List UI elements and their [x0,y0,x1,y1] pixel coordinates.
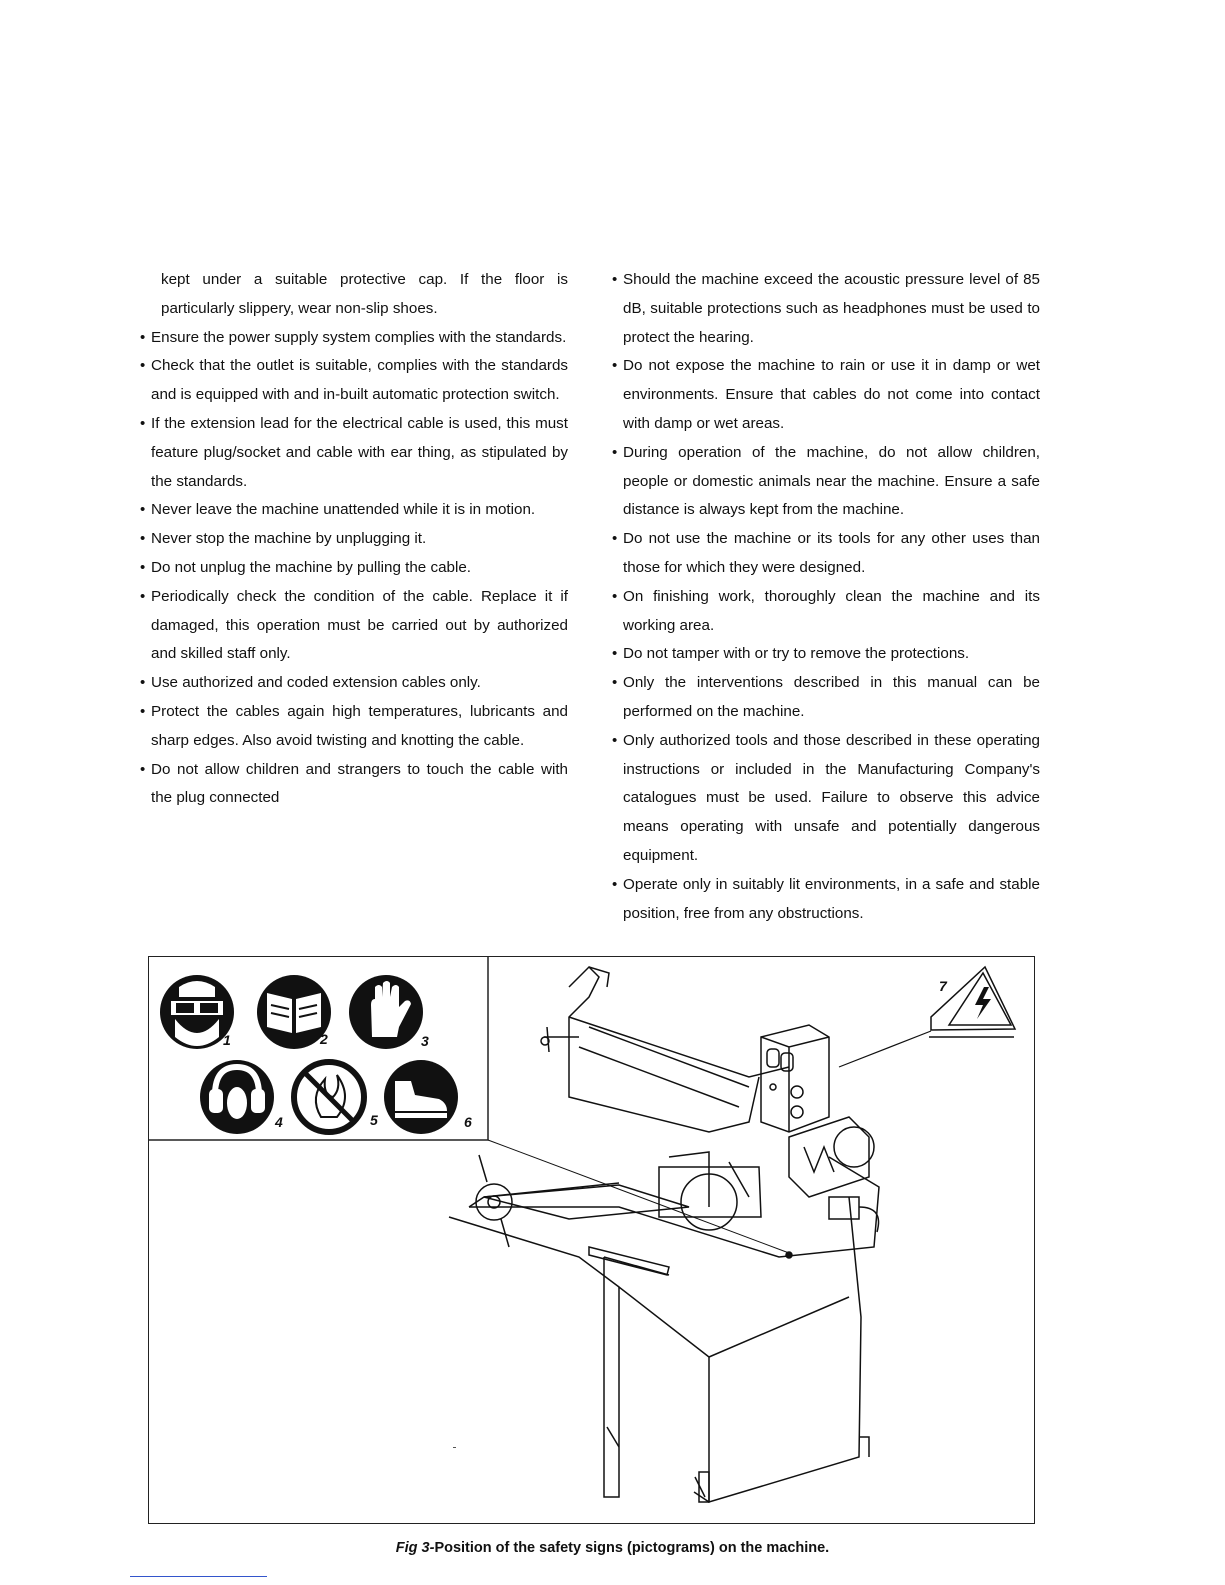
figure-caption [0,1540,1225,1556]
list-item: • Do not allow children and strangers to touch the cable with the plug connected [140,756,568,814]
bullet-icon: • [612,357,618,375]
bullet-icon: • [612,443,618,461]
band-saw-illustration [149,957,1034,1523]
footnote-separator [130,1576,267,1577]
ear-protection-icon [200,1060,274,1134]
list-item: • Ensure the power supply system complies with the standards. [140,324,568,353]
list-item: • During operation of the machine, do not allow children, people or domestic animals near the machine. Ensure a safe distance is always kept from the machine. [612,439,1040,525]
bullet-icon: • [612,875,618,893]
safety-signs-figure [148,956,1035,1524]
bullet-icon: • [612,587,618,605]
pictogram-number: 2 [320,1031,328,1047]
bullet-icon: • [140,530,146,548]
list-item: • Do not tamper with or try to remove the protections. [612,640,1040,669]
list-item: • Do not unplug the machine by pulling the cable. [140,554,568,583]
bullet-icon: • [140,328,146,346]
bullet-icon: • [140,587,146,605]
list-item: • If the extension lead for the electrical cable is used, this must feature plug/socket and cable with ear thing, as stipulated by the standards. [140,410,568,496]
bullet-icon: • [612,731,618,749]
caption-text: Position of the safety signs (pictograms) on the machine. [434,1540,830,1556]
stray-mark [453,1447,456,1448]
list-item: • Only authorized tools and those described in these operating instructions or included in the Manufacturing Company's catalogues must be used. Failure to observe this advice means operating with unsafe and potentially dangerous equipment. [612,727,1040,871]
bullet-icon: • [140,357,146,375]
pictogram-number: 7 [939,978,947,994]
bullet-icon: • [612,674,618,692]
list-item: • Use authorized and coded extension cables only. [140,669,568,698]
list-item: • Do not expose the machine to rain or use it in damp or wet environments. Ensure that cables do not come into contact with damp or wet areas. [612,352,1040,438]
pictogram-number: 4 [275,1114,283,1130]
bullet-icon: • [140,501,146,519]
safety-shoes-icon [384,1060,458,1134]
list-item: • Only the interventions described in this manual can be performed on the machine. [612,669,1040,727]
bullet-icon: • [140,558,146,576]
pictogram-number: 1 [223,1032,231,1048]
list-item: • Never stop the machine by unplugging it. [140,525,568,554]
list-item: • Never leave the machine unattended while it is in motion. [140,496,568,525]
bullet-icon: • [140,760,146,778]
electrical-hazard-icon [839,967,1015,1067]
bullet-icon: • [612,645,618,663]
bullet-icon: • [140,414,146,432]
list-item: • Periodically check the condition of the cable. Replace it if damaged, this operation must be carried out by authorized and skilled staff only. [140,583,568,669]
bullet-icon: • [140,674,146,692]
gloves-icon [349,975,423,1049]
bullet-icon: • [140,702,146,720]
list-item: • Protect the cables again high temperatures, lubricants and sharp edges. Also avoid twisting and knotting the cable. [140,698,568,756]
band-saw-machine [449,967,879,1502]
bullet-icon: • [612,271,618,288]
left-text-column [140,266,568,813]
right-text-column [612,266,1040,928]
no-open-flame-icon [294,1062,364,1132]
list-item: • On finishing work, thoroughly clean the machine and its working area. [612,583,1040,641]
list-item: kept under a suitable protective cap. If the floor is particularly slippery, wear non-slip shoes. [161,271,568,317]
list-item: • Operate only in suitably lit environments, in a safe and stable position, free from any obstructions. [612,871,1040,929]
list-item: • Check that the outlet is suitable, complies with the standards and is equipped with and in-built automatic protection switch. [140,352,568,410]
caption-prefix: Fig 3- [395,1540,435,1556]
list-item: • Should the machine exceed the acoustic pressure level of 85 dB, suitable protections such as headphones must be used to protect the hearing. [612,266,1040,352]
pictogram-number: 3 [421,1033,429,1049]
bullet-icon: • [612,530,618,548]
pictogram-number: 6 [464,1114,472,1130]
pictogram-number: 5 [370,1112,378,1128]
list-item: • Do not use the machine or its tools for any other uses than those for which they were designed. [612,525,1040,583]
